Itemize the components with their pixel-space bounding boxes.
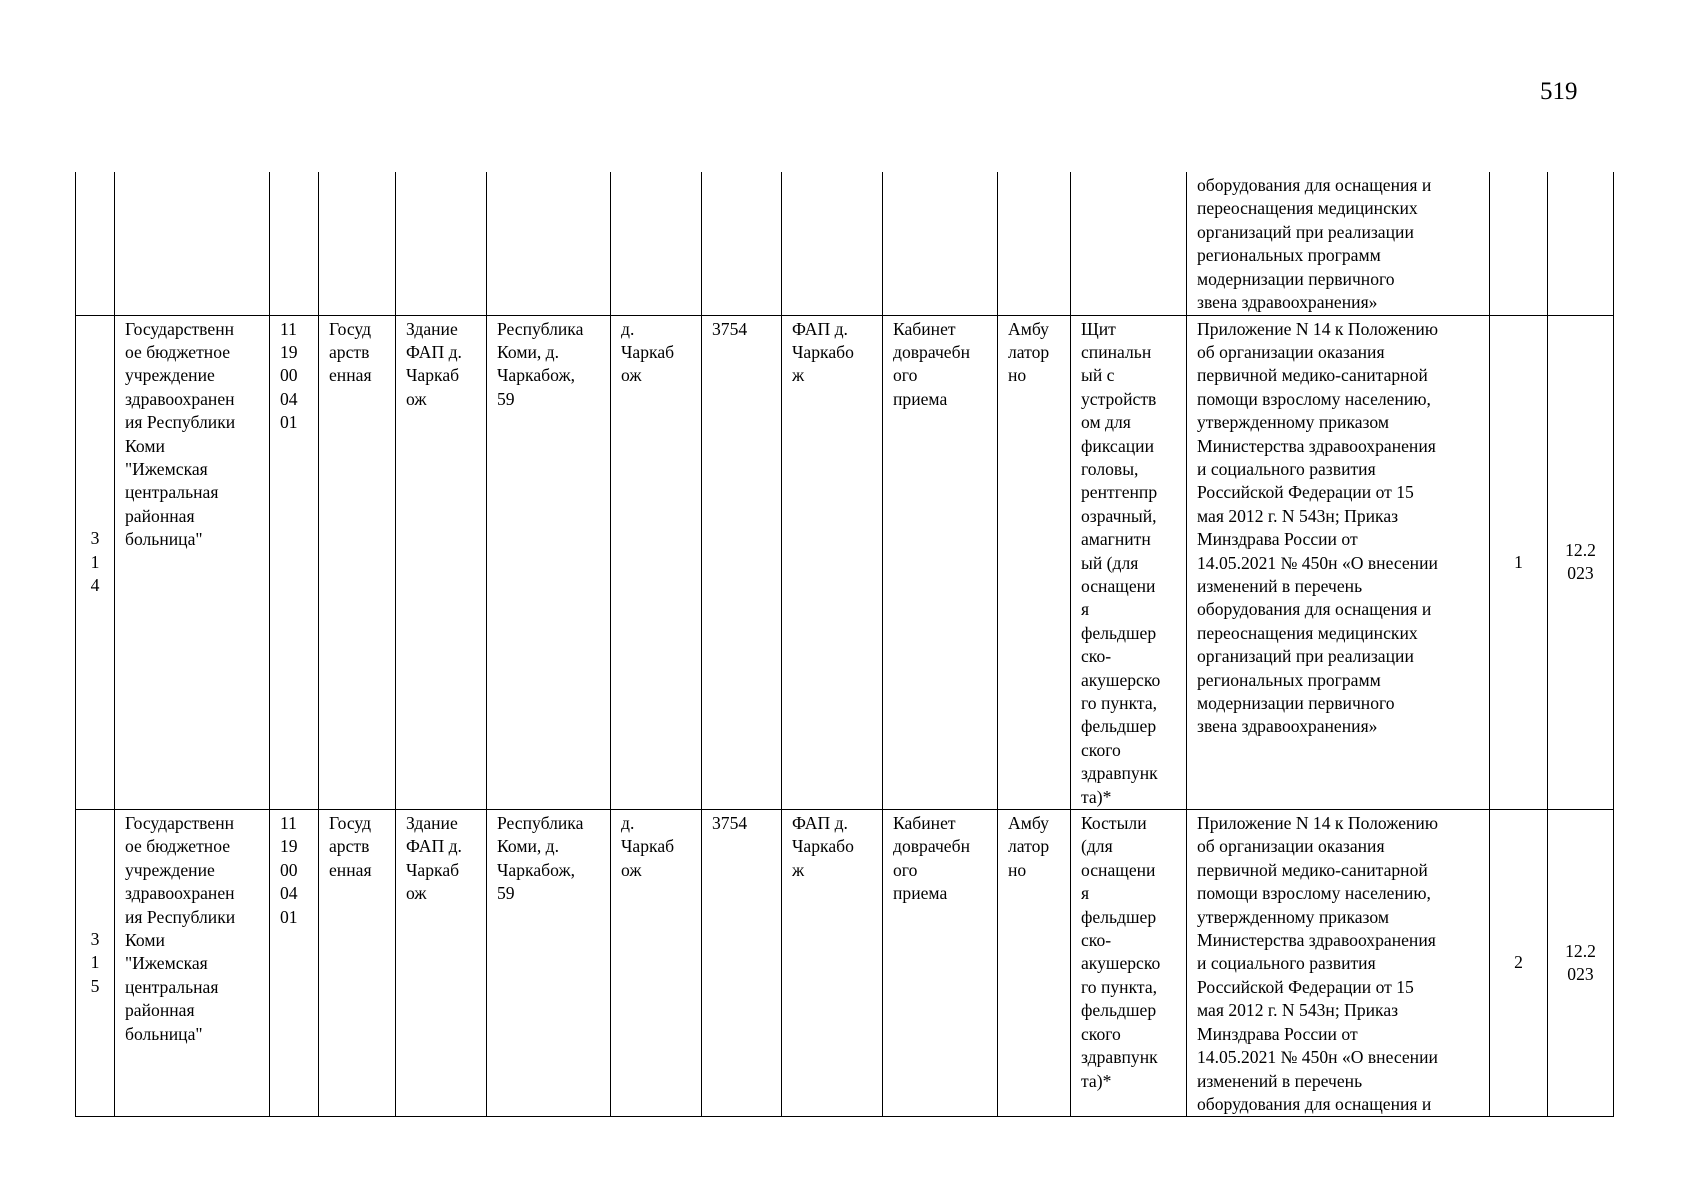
quantity-cell: 2 [1490,810,1548,1117]
building-cell: Здание ФАП д. Чаркаб ож [396,810,487,1117]
basis-cell: оборудования для оснащения и переоснащения медицинских организаций при реализации региональных программ модернизации первичного звена здравоохранения» [1187,172,1490,315]
locality-code-cell: 3754 [702,810,782,1117]
quantity-cell [1490,172,1548,315]
room-cell: Кабинет доврачебн ого приема [883,315,998,810]
equipment-cell [1071,172,1187,315]
room-cell: Кабинет доврачебн ого приема [883,810,998,1117]
address-cell: Республика Коми, д. Чаркабож, 59 [487,810,611,1117]
room-cell [883,172,998,315]
locality-cell: д. Чаркаб ож [611,810,702,1117]
table-row [76,315,1614,810]
ownership-cell [319,172,396,315]
equipment-table [75,172,1614,1117]
locality-code-cell [702,172,782,315]
table-row [76,810,1614,1117]
organization-cell: Государственн ое бюджетное учреждение здравоохранен ия Республики Коми "Ижемская центральная районная больница" [115,810,270,1117]
code-cell: 11 19 00 04 01 [270,315,319,810]
address-cell [487,172,611,315]
locality-code-cell: 3754 [702,315,782,810]
ownership-cell: Госуд арств енная [319,315,396,810]
code-cell: 11 19 00 04 01 [270,810,319,1117]
care-type-cell: Амбу латор но [998,810,1071,1117]
row-number-cell: 3 1 5 [76,810,115,1117]
organization-cell: Государственн ое бюджетное учреждение здравоохранен ия Республики Коми "Ижемская центральная районная больница" [115,315,270,810]
building-cell [396,172,487,315]
quantity-cell: 1 [1490,315,1548,810]
page-number: 519 [1540,78,1578,105]
row-number-cell [76,172,115,315]
locality-cell [611,172,702,315]
fap-cell: ФАП д. Чаркабо ж [782,315,883,810]
table-row [76,172,1614,315]
fap-cell: ФАП д. Чаркабо ж [782,810,883,1117]
care-type-cell: Амбу латор но [998,315,1071,810]
basis-cell: Приложение N 14 к Положению об организации оказания первичной медико-санитарной помощи взрослому населению, утвержденному приказом Министерства здравоохранения и социального развития Российской Федерации от 15 мая 2012 г. N 543н; Приказ Минздрава России от 14.05.2021 № 450н «О внесении изменений в перечень оборудования для оснащения и [1187,810,1490,1117]
organization-cell [115,172,270,315]
equipment-cell: Щит спинальн ый с устройств ом для фиксации головы, рентгенпр озрачный, амагнитн ый (для оснащени я фельдшер ско- акушерско го пункта, фельдшер ского здравпунк та)* [1071,315,1187,810]
basis-cell: Приложение N 14 к Положению об организации оказания первичной медико-санитарной помощи взрослому населению, утвержденному приказом Министерства здравоохранения и социального развития Российской Федерации от 15 мая 2012 г. N 543н; Приказ Минздрава России от 14.05.2021 № 450н «О внесении изменений в перечень оборудования для оснащения и переоснащения медицинских организаций при реализации региональных программ модернизации первичного звена здравоохранения» [1187,315,1490,810]
building-cell: Здание ФАП д. Чаркаб ож [396,315,487,810]
date-cell [1548,172,1614,315]
equipment-cell: Костыли (для оснащени я фельдшер ско- акушерско го пункта, фельдшер ского здравпунк та)* [1071,810,1187,1117]
code-cell [270,172,319,315]
date-cell: 12.2 023 [1548,315,1614,810]
address-cell: Республика Коми, д. Чаркабож, 59 [487,315,611,810]
locality-cell: д. Чаркаб ож [611,315,702,810]
row-number-cell: 3 1 4 [76,315,115,810]
care-type-cell [998,172,1071,315]
date-cell: 12.2 023 [1548,810,1614,1117]
ownership-cell: Госуд арств енная [319,810,396,1117]
fap-cell [782,172,883,315]
